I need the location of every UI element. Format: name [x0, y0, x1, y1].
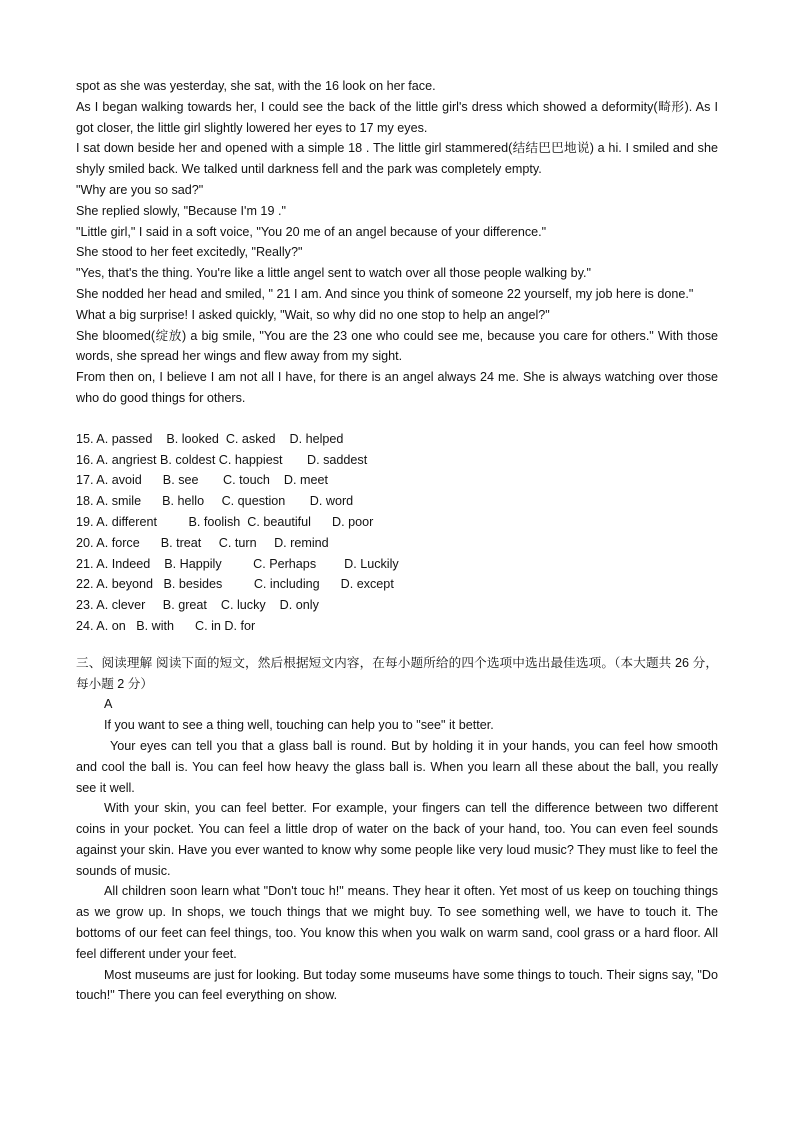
story-paragraph: She replied slowly, "Because I'm 19 ." — [76, 203, 286, 218]
option-row: 24. A. on B. with C. in D. for — [76, 618, 256, 633]
option-row: 18. A. smile B. hello C. question D. word — [76, 494, 354, 509]
option-row: 21. A. Indeed B. Happily C. Perhaps D. Luckily — [76, 556, 399, 571]
passage-paragraph: All children soon learn what "Don't touc h!" means. They hear it often. Yet most of us keep on touching things as we grow up. In shops, we touch things that we might buy. To see something well, we have to touch it. The bottoms of our feet can feel things, too. You know this when you walk on warm sand, cool grass or a hard floor. All feel different under your feet. — [76, 884, 718, 961]
option-row: 20. A. force B. treat C. turn D. remind — [76, 535, 329, 550]
passage-paragraph: Most museums are just for looking. But today some museums have some things to touch. Their signs say, "Do touch!" There you can feel everything on show. — [76, 967, 718, 1003]
story-paragraph: "Little girl," I said in a soft voice, "You 20 me of an angel because of your difference." — [76, 224, 547, 239]
spacer — [76, 409, 718, 429]
story-paragraph: spot as she was yesterday, she sat, with the 16 look on her face. — [76, 79, 436, 93]
option-row: 22. A. beyond B. besides C. including D. except — [76, 577, 394, 592]
option-row: 23. A. clever B. great C. lucky D. only — [76, 598, 319, 613]
story-paragraph: She stood to her feet excitedly, "Really?" — [76, 245, 303, 260]
option-row: 19. A. different B. foolish C. beautiful D. poor — [76, 514, 374, 529]
story-paragraph: She bloomed(绽放) a big smile, "You are the 23 one who could see me, because you care for others." With those words, she spread her wings and flew away from my sight. — [76, 328, 718, 364]
section-heading: 三、阅读理解 阅读下面的短文，然后根据短文内容，在每小题所给的四个选项中选出最佳选项。（本大题共 26 分，每小题 2 分） — [76, 655, 718, 691]
story-paragraph: "Yes, that's the thing. You're like a little angel sent to watch over all those people walking by." — [76, 266, 592, 281]
option-row: 17. A. avoid B. see C. touch D. meet — [76, 473, 328, 488]
passage-paragraph: With your skin, you can feel better. For example, your fingers can tell the difference between two different coins in your pocket. You can feel a little drop of water on the back of your hand, too. You can even feel sounds against your skin. Have you ever wanted to know why some people like very loud music? They must like to feel the sounds of music. — [76, 801, 718, 878]
story-paragraph: I sat down beside her and opened with a simple 18 . The little girl stammered(结结巴巴地说) a hi. I smiled and she shyly smiled back. We talked until darkness fell and the park was completely empty. — [76, 141, 718, 177]
story-paragraph: As I began walking towards her, I could see the back of the little girl's dress which showed a deformity(畸形). As I got closer, the little girl slightly lowered her eyes to 17 my eyes. — [76, 99, 718, 135]
cloze-story — [76, 76, 718, 409]
passage-paragraph: Your eyes can tell you that a glass ball is round. But by holding it in your hands, you can feel how smooth and cool the ball is. You can feel how heavy the glass ball is. When you learn all these about the ball, you really see it well. — [76, 738, 718, 795]
cloze-options-list — [76, 429, 718, 637]
story-paragraph: She nodded her head and smiled, " 21 I am. And since you think of someone 22 yourself, my job here is done." — [76, 286, 694, 301]
reading-section — [76, 653, 718, 1007]
option-row: 15. A. passed B. looked C. asked D. helped — [76, 431, 344, 446]
option-row: 16. A. angriest B. coldest C. happiest D. saddest — [76, 452, 368, 467]
passage-label: A — [104, 697, 113, 712]
story-paragraph: "Why are you so sad?" — [76, 182, 204, 197]
story-paragraph: What a big surprise! I asked quickly, "Wait, so why did no one stop to help an angel?" — [76, 307, 550, 322]
story-paragraph: From then on, I believe I am not all I have, for there is an angel always 24 me. She is always watching over those who do good things for others. — [76, 370, 718, 405]
passage-paragraph: If you want to see a thing well, touching can help you to "see" it better. — [104, 718, 494, 733]
page-content — [76, 76, 718, 1006]
